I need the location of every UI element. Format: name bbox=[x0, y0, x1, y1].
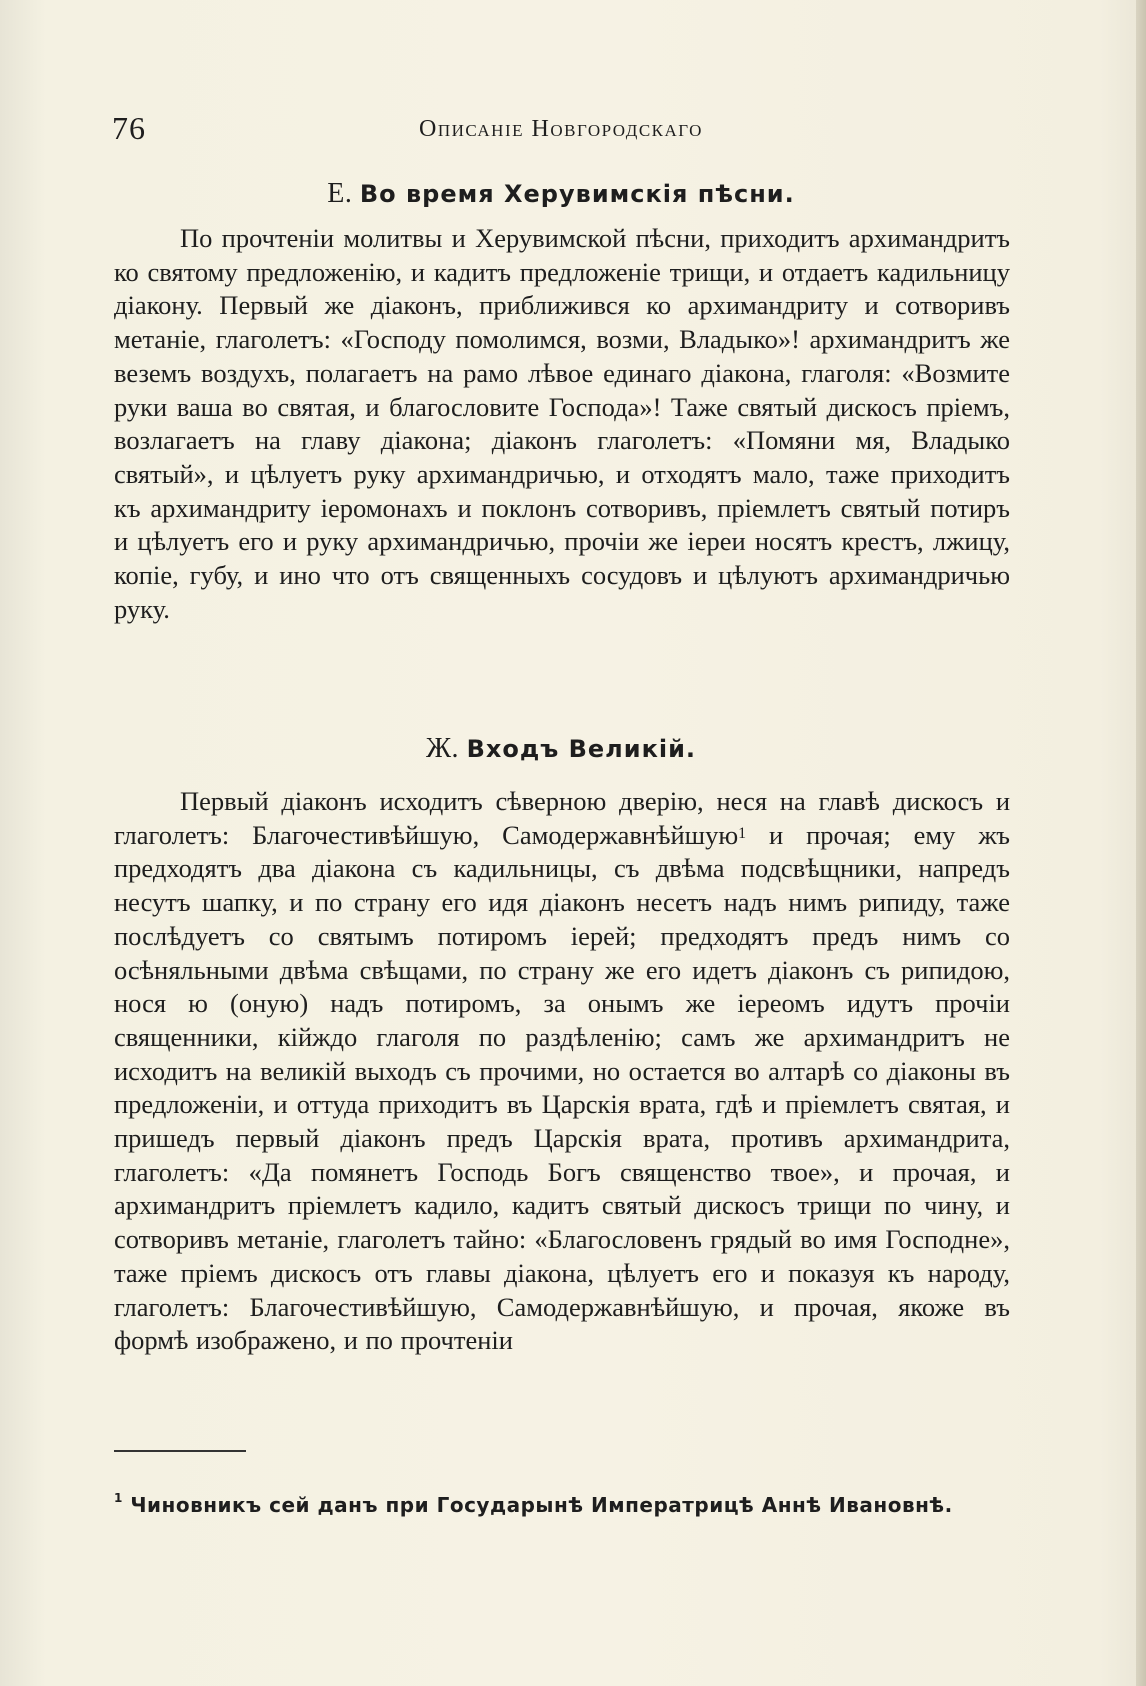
footnote-reference[interactable]: 1 bbox=[738, 824, 747, 842]
page-header bbox=[112, 110, 1010, 150]
section-heading-e bbox=[112, 178, 1010, 210]
footnote-marker: 1 bbox=[114, 1491, 123, 1505]
paragraph-text: Первый діаконъ исходитъ сѣверною дверію, неся на главѣ дискосъ и глаголетъ: Благочестивѣйшую, Самодержавнѣйшую bbox=[114, 786, 1010, 850]
section-title: Входъ Великій. bbox=[466, 735, 697, 763]
paragraph-great-entrance bbox=[114, 785, 1010, 1358]
footnote-divider bbox=[114, 1450, 246, 1452]
footnote-text: Чиновникъ сей данъ при Государынѣ Императрицѣ Аннѣ Ивановнѣ. bbox=[130, 1493, 953, 1517]
paragraph-text: и прочая; ему жъ предходятъ два діакона съ кадильницы, съ двѣма подсвѣщники, напредъ несутъ шапку, и по страну его идя діаконъ несетъ надъ нимъ рипиду, таже послѣдуетъ со святымъ потиромъ іерей; предходятъ предъ нимъ со осѣняльными двѣма свѣщами, по страну же его идетъ діаконъ съ рипидою, нося ю (оную) надъ потиромъ, за онымъ же іереомъ идутъ прочіи священники, кійждо глаголя по раздѣленію; самъ же архимандритъ не исходитъ на великій выходъ съ прочими, но остается во алтарѣ со діаконы въ предложеніи, и оттуда приходитъ въ Царскія врата, гдѣ и пріемлетъ святая, и пришедъ первый діаконъ предъ Царскія врата, противъ архимандрита, глаголетъ: «Да помянетъ Господь Богъ священство твое», и прочая, и архимандритъ пріемлетъ кадило, кадитъ святый дискосъ трищи по чину, и сотворивъ метаніе, глаголетъ тайно: «Благословенъ грядый во имя Господне», таже пріемъ дискосъ отъ главы діакона, цѣлуетъ его и показуя къ народу, глаголетъ: Благочестивѣйшую, Самодержавнѣйшую, и прочая, якоже въ формѣ изображено, и по прочтеніи bbox=[114, 819, 1010, 1356]
section-heading-zh bbox=[112, 733, 1010, 765]
paragraph-cherubic-hymn: По прочтеніи молитвы и Херувимской пѣсни, приходитъ архимандритъ ко святому предложенію, и кадитъ предложеніе трищи, и отдаетъ кадильницу діакону. Первый же діаконъ, приближився ко архимандриту и сотворивъ метаніе, глаголетъ: «Господу помолимся, возми, Владыко»! архимандритъ же веземъ воздухъ, полагаетъ на рамо лѣвое единаго діакона, глаголя: «Возмите руки ваша во святая, и благословите Господа»! Таже святый дискосъ пріемъ, возлагаетъ на главу діакона; діаконъ глаголетъ: «Помяни мя, Владыко святый», и цѣлуетъ руку архимандричью, и отходятъ мало, таже приходитъ къ архимандриту іеромонахъ и поклонъ сотворивъ, пріемлетъ святый потиръ и цѣлуетъ его и руку архимандричью, прочіи же іереи носятъ крестъ, лжицу, копіе, губу, и ино что отъ священныхъ сосудовъ и цѣлуютъ архимандричью руку. bbox=[114, 223, 1010, 624]
page-number: 76 bbox=[112, 110, 146, 146]
section-letter: Ж. bbox=[425, 733, 460, 764]
section-letter: Е. bbox=[327, 178, 353, 209]
footnote bbox=[114, 1493, 1010, 1517]
running-title: Описаніе Новгородскаго bbox=[419, 116, 703, 142]
section-title: Во время Херувимскія пѣсни. bbox=[359, 180, 795, 208]
page-edge-shadow bbox=[1136, 0, 1146, 1686]
